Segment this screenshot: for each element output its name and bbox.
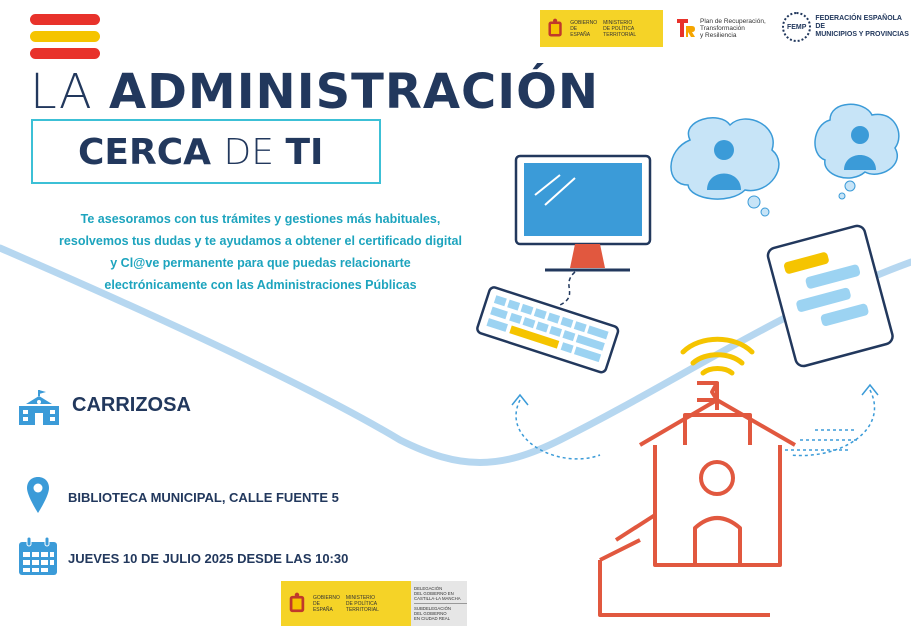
- footer-ministry-line1: MINISTERIO: [345, 594, 376, 601]
- subdeleg-line2: DEL GOBIERNO: [414, 611, 447, 616]
- event-date: JUEVES 10 DE JULIO 2025 DESDE LAS 10:30: [68, 551, 349, 566]
- femp-line1: FEDERACIÓN ESPAÑOLA DE: [815, 15, 902, 30]
- ministry-line1: MINISTERIO: [603, 19, 633, 26]
- deleg-line2: DEL GOBIERNO EN: [414, 591, 454, 596]
- gov-line1: GOBIERNO: [570, 19, 598, 26]
- plan-line1: Plan de Recuperación,: [700, 17, 766, 25]
- title-part1: LA: [30, 64, 109, 120]
- description: Te asesoramos con tus trámites y gestiones más habituales, resolvemos tus dudas y te ayudamos a obtener el certificado digital y Cl@ve permanente para que puedas relacionarte electrónicamente con las Administraciones Públicas: [59, 212, 462, 292]
- tablet-chat-icon: [766, 224, 894, 368]
- plan-line3: y Resiliencia: [700, 31, 737, 39]
- femp-line2: MUNICIPIOS Y PROVINCIAS: [815, 31, 909, 38]
- subtitle-part2: DE: [223, 132, 286, 173]
- plan-line2: Transformación: [700, 24, 745, 32]
- deleg-line1: DELEGACIÓN: [414, 586, 443, 591]
- school-building-icon: [18, 388, 60, 431]
- person-bubble-icon: [671, 118, 779, 216]
- deleg-line3: CASTILLA-LA MANCHA: [414, 596, 461, 601]
- footer-logo: [281, 581, 467, 626]
- footer-gov-line1: GOBIERNO: [312, 594, 340, 601]
- subtitle-part1: CERCA: [78, 132, 224, 173]
- location-pin-icon: [26, 476, 50, 519]
- calendar-icon: [18, 536, 58, 581]
- subdeleg-line3: EN CIUDAD REAL: [414, 616, 451, 621]
- subtitle-part3: TI: [285, 132, 324, 173]
- footer-gov-line2: DE ESPAÑA: [312, 600, 333, 613]
- computer-monitor-icon: [516, 156, 650, 270]
- ministry-line2: DE POLÍTICA TERRITORIAL: [603, 25, 637, 38]
- keyboard-icon: [476, 286, 619, 373]
- footer-coat-of-arms-icon: [287, 590, 307, 618]
- subdeleg-line1: SUBDELEGACIÓN: [414, 606, 452, 611]
- town-hall-icon: [600, 382, 795, 615]
- femp-badge: FEMP: [786, 23, 807, 31]
- event-address: BIBLIOTECA MUNICIPAL, CALLE FUENTE 5: [68, 490, 339, 505]
- gov-line2: DE ESPAÑA: [570, 25, 591, 38]
- person-bubble-icon: [815, 104, 899, 199]
- footer-ministry-line2: DE POLÍTICA TERRITORIAL: [345, 600, 379, 613]
- title-part2: ADMINISTRACIÓN: [108, 64, 600, 120]
- location-name: CARRIZOSA: [72, 394, 191, 416]
